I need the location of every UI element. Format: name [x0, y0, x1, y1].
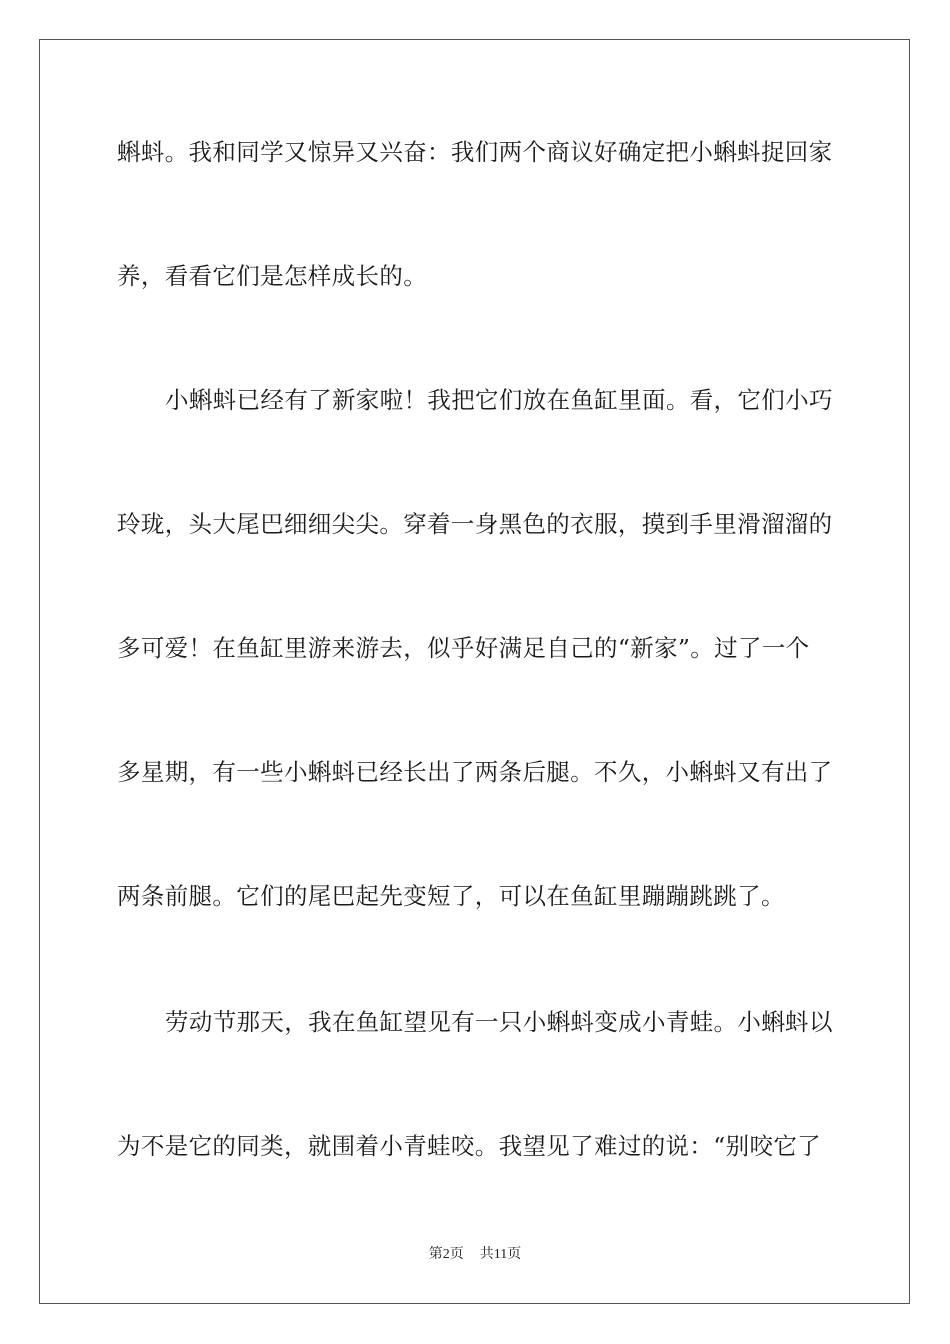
text-line: 玲珑，头大尾巴细细尖尖。穿着一身黑色的衣服，摸到手里滑溜溜的: [117, 510, 833, 538]
text-line: 养，看看它们是怎样成长的。: [117, 262, 428, 290]
text-line: 两条前腿。它们的尾巴起先变短了，可以在鱼缸里蹦蹦跳跳了。: [117, 882, 785, 910]
page-footer: [0, 1246, 950, 1264]
text-line: 多星期，有一些小蝌蚪已经长出了两条后腿。不久，小蝌蚪又有出了: [117, 758, 833, 786]
text-line: 蝌蚪。我和同学又惊异又兴奋：我们两个商议好确定把小蝌蚪捉回家: [117, 138, 833, 166]
paragraph-start-line: 小蝌蚪已经有了新家啦！我把它们放在鱼缸里面。看，它们小巧: [165, 386, 833, 414]
paragraph-start-line: 劳动节那天，我在鱼缸望见有一只小蝌蚪变成小青蛙。小蝌蚪以: [165, 1008, 833, 1036]
text-line: 多可爱！在鱼缸里游来游去，似乎好满足自己的“新家”。过了一个: [117, 634, 810, 662]
total-pages: 共11页: [479, 1247, 522, 1262]
page-number: 第2页: [428, 1247, 464, 1262]
page-border: [39, 39, 910, 1304]
text-line: 为不是它的同类，就围着小青蛙咬。我望见了难过的说：“别咬它了: [117, 1132, 822, 1160]
